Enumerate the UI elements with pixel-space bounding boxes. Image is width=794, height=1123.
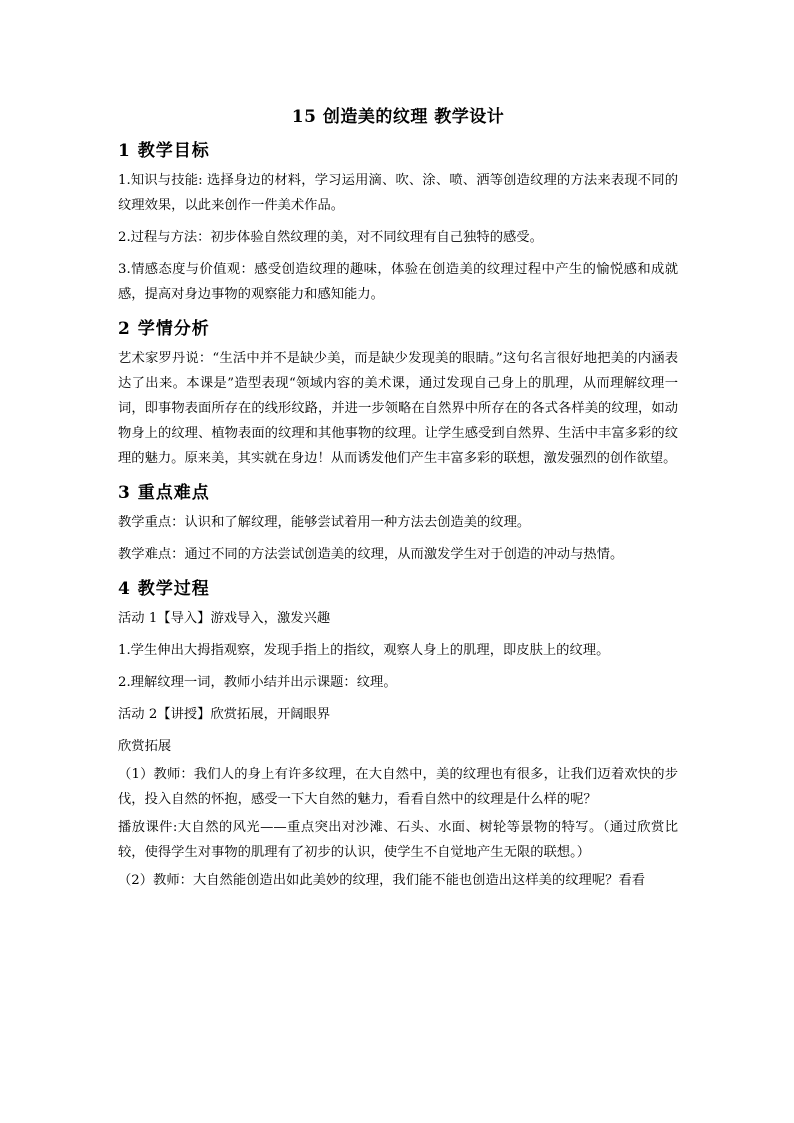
section-objectives — [118, 136, 678, 307]
section-heading: 4 教学过程 — [118, 579, 210, 599]
section-heading: 3 重点难点 — [118, 483, 210, 503]
document-title: 15 创造美的纹理 教学设计 — [291, 107, 505, 127]
paragraph: 2.理解纹理一词，教师小结并出示课题：纹理。 — [118, 675, 397, 690]
paragraph: 1.知识与技能: 选择身边的材料，学习运用滴、吹、涂、喷、洒等创造纹理的方法来表现不同的纹理效果，以此来创作一件美术作品。 — [118, 173, 678, 213]
section-key-points — [118, 478, 678, 567]
paragraph: 活动 1【导入】游戏导入，激发兴趣 — [118, 611, 331, 626]
section-analysis — [118, 314, 678, 471]
section-heading: 2 学情分析 — [118, 319, 210, 339]
paragraph: 欣赏拓展 — [118, 739, 172, 754]
paragraph: （2）教师：大自然能创造出如此美妙的纹理，我们能不能也创造出这样美的纹理呢？看看 — [118, 873, 646, 888]
paragraph: 2.过程与方法：初步体验自然纹理的美，对不同纹理有自己独特的感受。 — [118, 230, 543, 245]
paragraph: 活动 2【讲授】欣赏拓展，开阔眼界 — [118, 707, 331, 722]
paragraph: 播放课件:大自然的风光——重点突出对沙滩、石头、水面、树轮等景物的特写。（通过欣赏比较，使得学生对事物的肌理有了初步的认识，使学生不自觉地产生无限的联想。） — [118, 820, 678, 860]
paragraph: 教学重点：认识和了解纹理，能够尝试着用一种方法去创造美的纹理。 — [118, 515, 531, 530]
paragraph: 艺术家罗丹说：“生活中并不是缺少美，而是缺少发现美的眼睛。”这句名言很好地把美的内涵表达了出来。本课是”造型表现“领域内容的美术课，通过发现自己身上的肌理，从而理解纹理一词，即事物表面所存在的线形纹路，并进一步领略在自然界中所存在的各式各样美的纹理，如动物身上的纹理、植物表面的纹理和其他事物的纹理。让学生感受到自然界、生活中丰富多彩的纹理的魅力。原来美，其实就在身边！从而诱发他们产生丰富多彩的联想，激发强烈的创作欲望。 — [118, 351, 678, 466]
paragraph: 1.学生伸出大拇指观察，发现手指上的指纹，观察人身上的肌理，即皮肤上的纹理。 — [118, 643, 610, 658]
paragraph: （1）教师：我们人的身上有许多纹理，在大自然中，美的纹理也有很多，让我们迈着欢快的步伐，投入自然的怀抱，感受一下大自然的魅力，看看自然中的纹理是什么样的呢？ — [118, 767, 678, 807]
section-process — [118, 574, 678, 893]
document-page — [118, 102, 678, 896]
section-heading: 1 教学目标 — [118, 141, 210, 161]
paragraph: 教学难点：通过不同的方法尝试创造美的纹理，从而激发学生对于创造的冲动与热情。 — [118, 547, 624, 562]
paragraph: 3.情感态度与价值观：感受创造纹理的趣味，体验在创造美的纹理过程中产生的愉悦感和成就感，提高对身边事物的观察能力和感知能力。 — [118, 262, 678, 302]
